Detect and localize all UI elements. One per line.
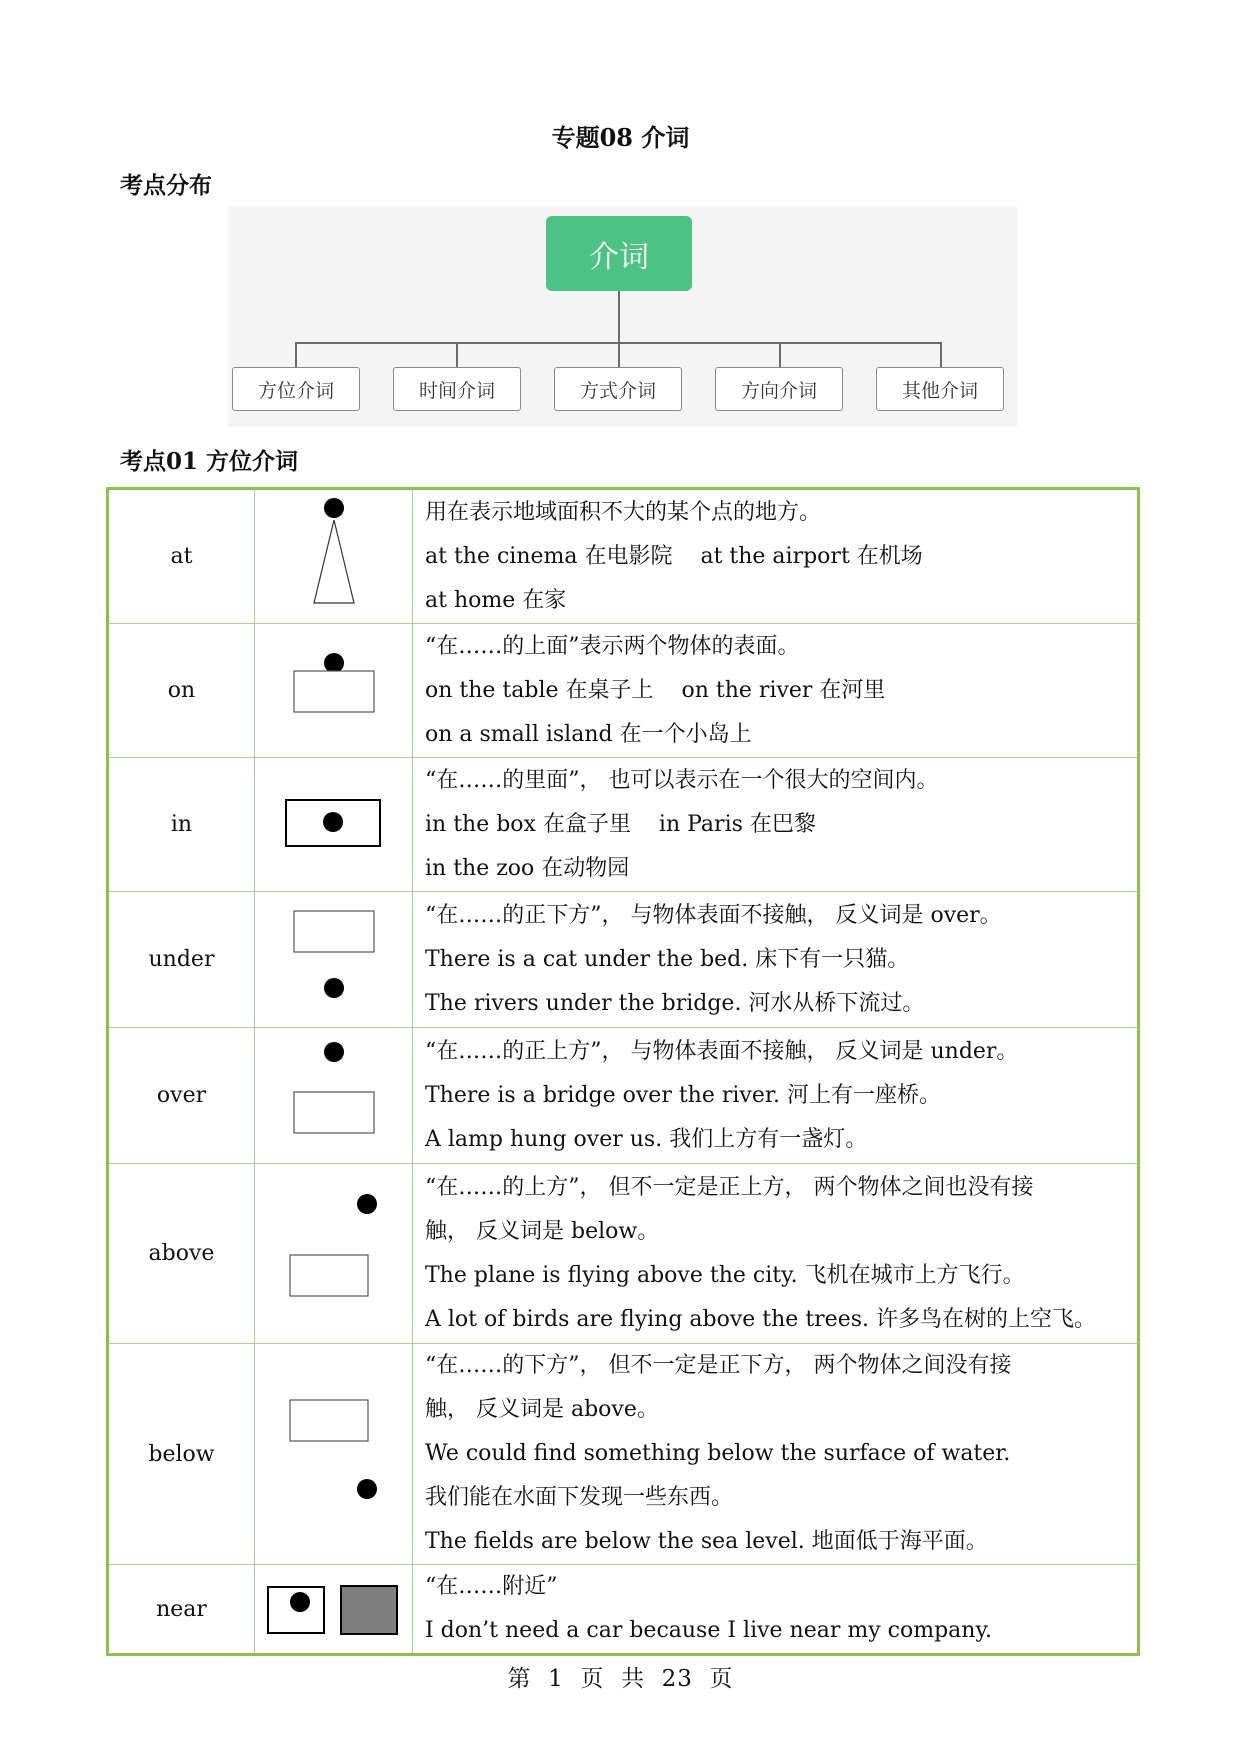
- description-line: A lot of birds are flying above the trees. 许多鸟在树的上空飞。: [425, 1306, 1096, 1332]
- mindmap-node-location: 方位介词: [232, 367, 360, 411]
- description-cell: [413, 758, 1139, 892]
- section-heading-distribution: 考点分布: [120, 172, 212, 199]
- mindmap-node-manner: 方式介词: [554, 367, 682, 411]
- description-line: A lamp hung over us. 我们上方有一盏灯。: [425, 1126, 868, 1152]
- description-line: at home 在家: [425, 587, 567, 613]
- table-row: [108, 892, 1139, 1028]
- diagram-near: [255, 1565, 413, 1655]
- description-line: I don’t need a car because I live near my company.: [425, 1618, 992, 1643]
- table-row: [108, 758, 1139, 892]
- description-line: The fields are below the sea level. 地面低于海平面。: [425, 1529, 988, 1554]
- description-line: “在……附近”: [425, 1574, 558, 1599]
- mindmap-connector: [456, 342, 458, 367]
- description-cell: [413, 1164, 1139, 1344]
- diagram-in: [255, 758, 413, 892]
- description-cell: [413, 1028, 1139, 1164]
- description-line: “在……的正下方”， 与物体表面不接触， 反义词是 over。: [425, 902, 1002, 928]
- description-line: The plane is flying above the city. 飞机在城市上方飞行。: [425, 1262, 1025, 1288]
- table-row: [108, 624, 1139, 758]
- mindmap-connector: [295, 342, 297, 367]
- mindmap-connector: [618, 342, 620, 367]
- description-line: “在……的下方”， 但不一定是正下方， 两个物体之间没有接: [425, 1353, 1012, 1378]
- diagram-above: [255, 1164, 413, 1344]
- description-line: “在……的上面”表示两个物体的表面。: [425, 633, 800, 659]
- description-cell: [413, 1344, 1139, 1565]
- diagram-on: [255, 624, 413, 758]
- description-line: The rivers under the bridge. 河水从桥下流过。: [425, 990, 925, 1016]
- mindmap-node-other: 其他介词: [876, 367, 1004, 411]
- description-line: 触， 反义词是 below。: [425, 1218, 660, 1244]
- preposition-word: at: [108, 489, 255, 624]
- preposition-table: [106, 487, 1140, 1656]
- diagram-below: [255, 1344, 413, 1565]
- mindmap-node-direction: 方向介词: [715, 367, 843, 411]
- table-row: [108, 1565, 1139, 1655]
- description-line: There is a cat under the bed. 床下有一只猫。: [425, 946, 910, 972]
- description-line: There is a bridge over the river. 河上有一座桥。: [425, 1082, 941, 1108]
- mindmap: [228, 207, 1018, 427]
- page-title: 专题08 介词: [551, 123, 690, 152]
- description-line: in the zoo 在动物园: [425, 855, 630, 881]
- preposition-word: above: [108, 1164, 255, 1344]
- preposition-word: over: [108, 1028, 255, 1164]
- mindmap-root-node: 介词: [546, 216, 692, 291]
- preposition-word: under: [108, 892, 255, 1028]
- description-cell: [413, 892, 1139, 1028]
- preposition-word: below: [108, 1344, 255, 1565]
- description-cell: [413, 624, 1139, 758]
- mindmap-connector: [779, 342, 781, 367]
- description-line: We could find something below the surface of water.: [425, 1441, 1011, 1466]
- description-line: at the cinema 在电影院 at the airport 在机场: [425, 543, 923, 569]
- preposition-word: near: [108, 1565, 255, 1655]
- description-line: “在……的上方”， 但不一定是正上方， 两个物体之间也没有接: [425, 1174, 1034, 1200]
- page-footer: 第 1 页 共 23 页: [507, 1666, 734, 1692]
- table-row: [108, 1344, 1139, 1565]
- mindmap-connector: [940, 342, 942, 367]
- section-heading-01: 考点01 方位介词: [120, 448, 299, 475]
- table-row: [108, 489, 1139, 624]
- diagram-at: [255, 489, 413, 624]
- diagram-under: [255, 892, 413, 1028]
- description-cell: [413, 489, 1139, 624]
- description-line: 触， 反义词是 above。: [425, 1397, 659, 1422]
- preposition-word: on: [108, 624, 255, 758]
- diagram-over: [255, 1028, 413, 1164]
- mindmap-connector: [618, 291, 620, 344]
- table-row: [108, 1028, 1139, 1164]
- description-line: on the table 在桌子上 on the river 在河里: [425, 677, 886, 703]
- mindmap-node-time: 时间介词: [393, 367, 521, 411]
- description-line: on a small island 在一个小岛上: [425, 721, 752, 747]
- preposition-word: in: [108, 758, 255, 892]
- description-line: 我们能在水面下发现一些东西。: [425, 1485, 734, 1510]
- description-line: “在……的正上方”， 与物体表面不接触， 反义词是 under。: [425, 1038, 1019, 1064]
- description-line: in the box 在盒子里 in Paris 在巴黎: [425, 811, 816, 837]
- description-line: “在……的里面”， 也可以表示在一个很大的空间内。: [425, 767, 939, 793]
- description-line: 用在表示地域面积不大的某个点的地方。: [425, 499, 822, 525]
- description-cell: [413, 1565, 1139, 1655]
- table-row: [108, 1164, 1139, 1344]
